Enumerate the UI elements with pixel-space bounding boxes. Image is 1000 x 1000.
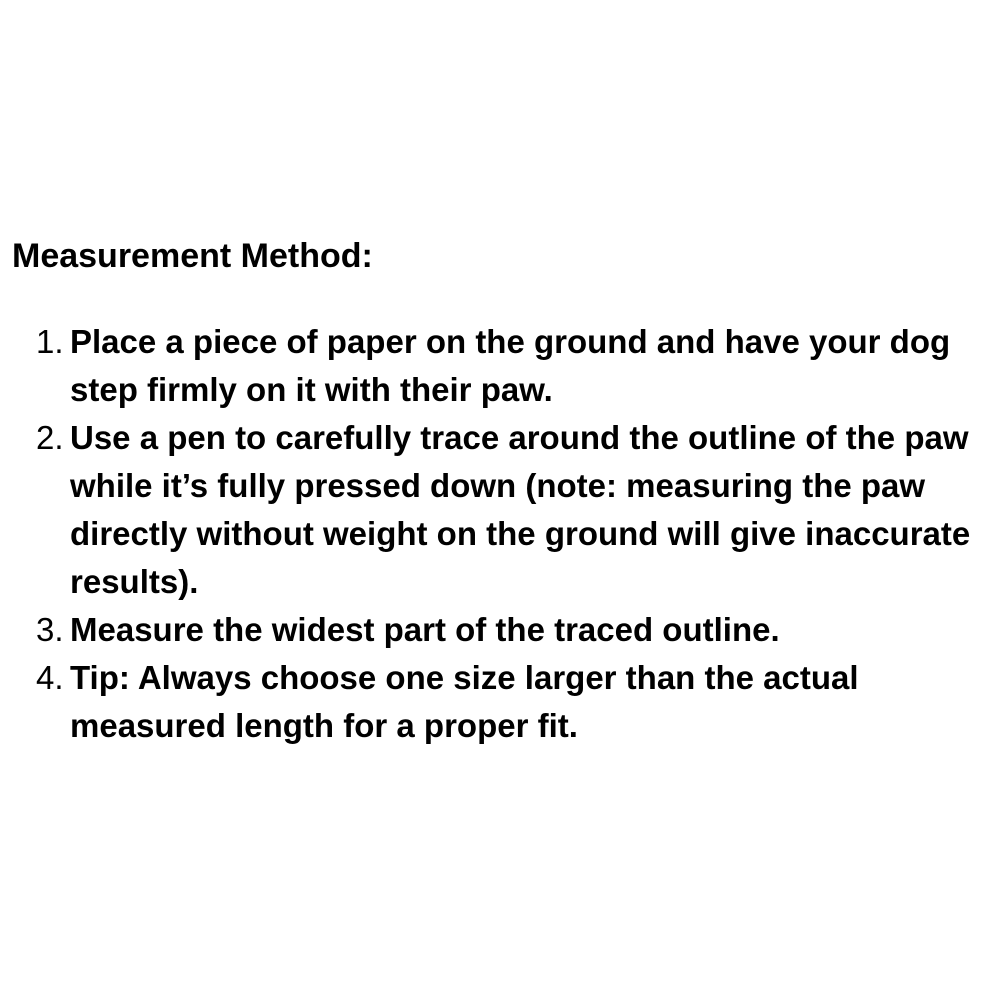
step-1 [12,318,992,414]
step-number: 1. [36,323,64,360]
measurement-instructions [12,232,992,750]
steps-list [12,318,992,750]
step-3 [12,606,992,654]
step-text: Place a piece of paper on the ground and have your dog step firmly on it with their paw. [70,323,951,408]
step-2 [12,414,992,606]
page-title: Measurement Method: [12,237,373,275]
step-text: Tip: Always choose one size larger than the actual measured length for a proper fit. [70,659,859,744]
step-number: 2. [36,419,64,456]
step-text: Use a pen to carefully trace around the outline of the paw while it’s fully pressed down (note: measuring the paw directly without weight on the ground will give inaccurate results). [70,419,971,600]
step-number: 3. [36,611,64,648]
step-4 [12,654,992,750]
step-number: 4. [36,659,64,696]
step-text: Measure the widest part of the traced outline. [70,611,780,648]
